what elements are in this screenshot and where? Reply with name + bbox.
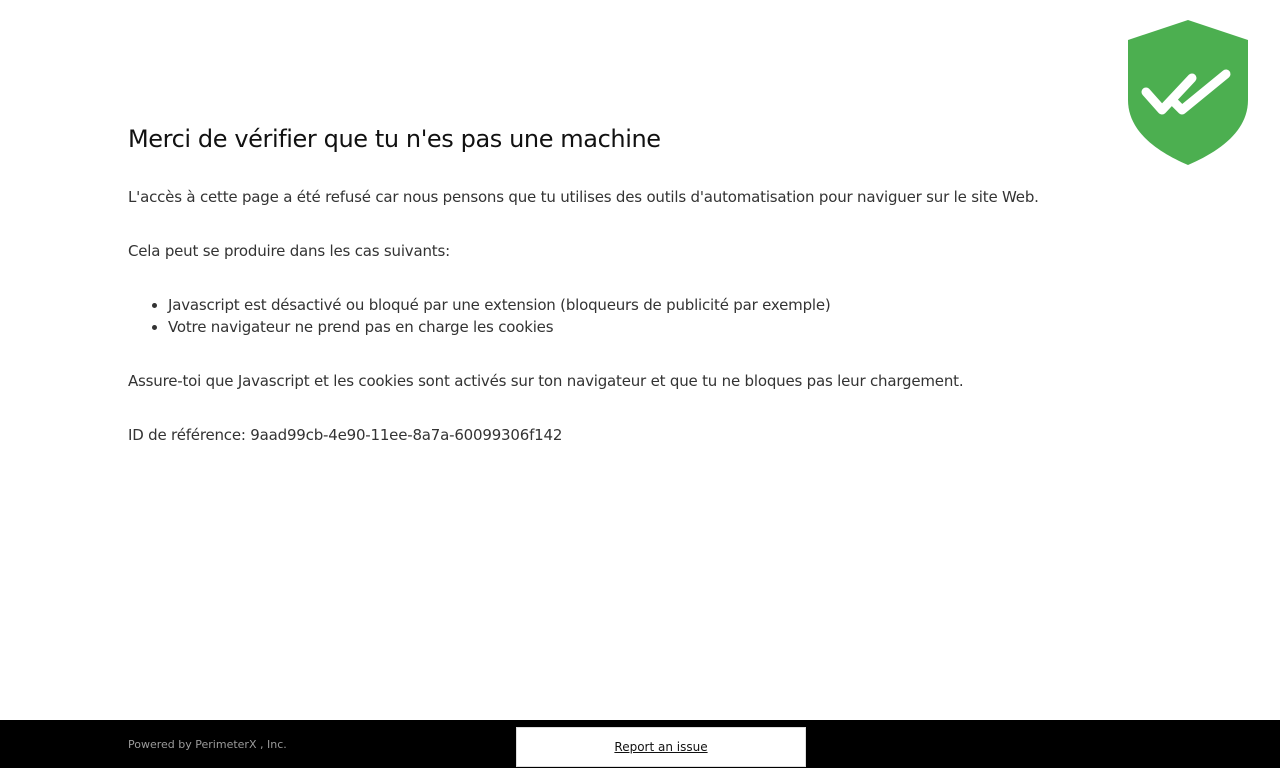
access-denied-text: L'accès à cette page a été refusé car nous pensons que tu utilises des outils d'automatisation pour naviguer sur le site Web. xyxy=(128,188,1039,206)
report-issue-button[interactable]: Report an issue xyxy=(516,727,806,767)
powered-by-text xyxy=(128,738,287,751)
main-content xyxy=(128,124,1108,478)
reference-id: ID de référence: 9aad99cb-4e90-11ee-8a7a-60099306f142 xyxy=(128,426,563,444)
powered-suffix: , Inc. xyxy=(256,738,287,751)
reasons-list xyxy=(128,294,1108,338)
page-title: Merci de vérifier que tu n'es pas une machine xyxy=(128,125,661,153)
powered-prefix: Powered by xyxy=(128,738,196,751)
cases-intro-text: Cela peut se produire dans les cas suivants: xyxy=(128,242,450,260)
shield-check-icon xyxy=(1126,20,1250,165)
powered-brand: PerimeterX xyxy=(195,738,257,751)
list-item: • Javascript est désactivé ou bloqué par une extension (bloqueurs de publicité par exemple) xyxy=(168,294,1108,316)
footer xyxy=(0,720,1280,768)
list-item: • Votre navigateur ne prend pas en charge les cookies xyxy=(168,316,1108,338)
advice-text: Assure-toi que Javascript et les cookies sont activés sur ton navigateur et que tu ne bloques pas leur chargement. xyxy=(128,372,964,390)
